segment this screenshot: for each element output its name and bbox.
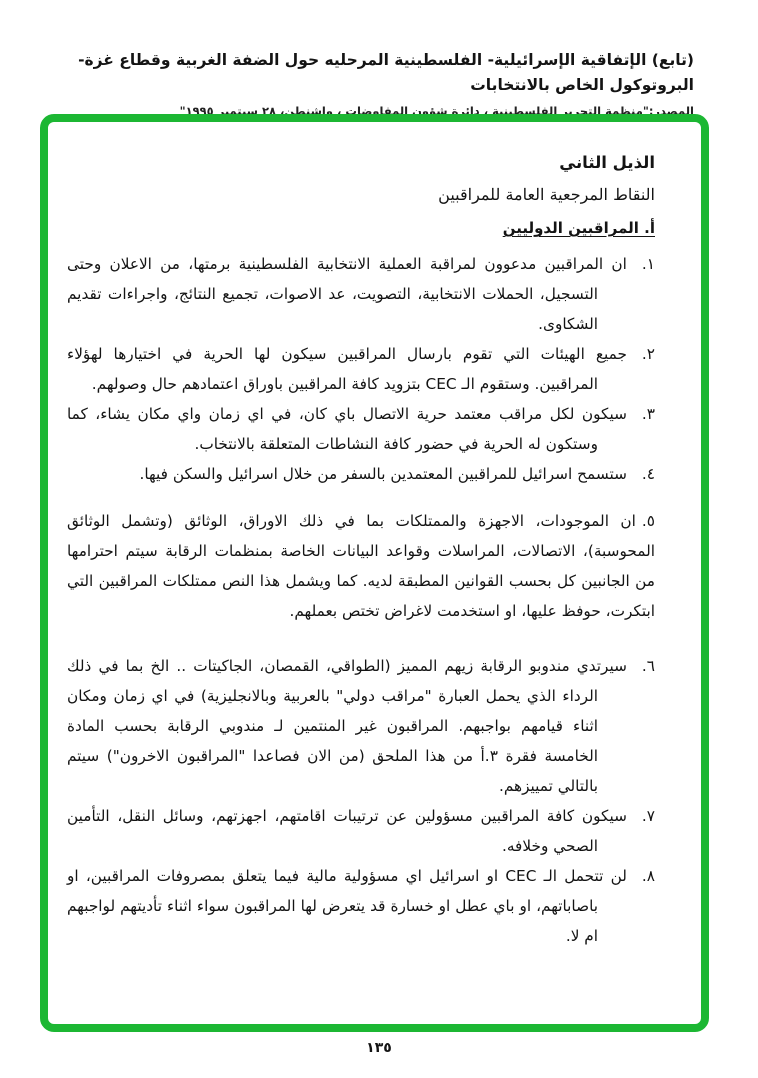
header-title: (تابع) الإتفاقية الإسرائيلية- الفلسطينية المرحليه حول الضفة الغربية وقطاع غزة- البروتوكول الخاص بالانتخابات	[78, 51, 694, 94]
list-item	[67, 861, 655, 951]
item-number: ٢.	[641, 345, 655, 363]
numbered-list	[67, 249, 655, 951]
list-item	[67, 801, 655, 861]
item-number: ٧.	[641, 807, 655, 825]
item-text: سيكون كافة المراقبين مسؤولين عن ترتيبات اقامتهم، اجهزتهم، وسائل النقل، التأمين الصحي وخلافه.	[67, 807, 627, 855]
section-heading: أ. المراقبين الدوليين	[502, 219, 655, 237]
item-text: سيرتدي مندوبو الرقابة زيهم المميز (الطواقي، القمصان، الجاكيتات .. الخ بما في ذلك الرداء الذي يحمل العبارة "مراقب دولي" بالعربية وبالانجليزية) في اي زمان ومكان اثناء قيامهم بواجبهم. المراقبون غير المنتمين لـ مندوبي الرقابة بحسب المادة الخامسة فقرة ٣.أ من هذا الملحق (من الان فصاعدا "المراقبون الاخرون") سيتم بالتالي تمييزهم.	[67, 657, 627, 795]
appendix-title: الذيل الثاني	[559, 153, 655, 172]
item-number: ٤.	[641, 465, 655, 483]
page-number: ١٣٥	[366, 1040, 392, 1056]
list-item	[67, 651, 655, 801]
item-text: لن تتحمل الـ CEC او اسرائيل اي مسؤولية مالية فيما يتعلق بمصروفات المراقبين، او باصاباتهم، او باي عطل او خسارة قد يتعرض لها المراقبون سواء اثناء تأديتهم لواجبهم ام لا.	[67, 867, 627, 945]
document-body	[67, 148, 655, 951]
page-header	[0, 48, 758, 121]
item-text: ان المراقبين مدعوون لمراقبة العملية الانتخابية الفلسطينية برمتها، من الاعلان وحتى التسجيل، الحملات الانتخابية، التصويت، عد الاصوات، تجميع النتائج، واجراءات تقديم الشكاوى.	[67, 255, 627, 333]
list-item	[67, 249, 655, 339]
item-text: جميع الهيئات التي تقوم بارسال المراقبين سيكون لها الحرية في اختيارها لهؤلاء المراقبين. وستقوم الـ CEC بتزويد كافة المراقبين باوراق اعتمادهم حال وصولهم.	[67, 345, 627, 393]
list-item	[67, 506, 655, 626]
item-number: ٨.	[641, 867, 655, 885]
item-number: ٦.	[641, 657, 655, 675]
list-item	[67, 339, 655, 399]
item-number: ١.	[641, 255, 655, 273]
item-number: ٥.	[641, 512, 655, 530]
header-source-line: المصدر:"منظمة التحرير الفلسطينية ، دائرة شؤون المفاوضات ، واشنطن، ٢٨ سبتمبر ١٩٩٥"	[179, 104, 694, 118]
item-text: ستسمح اسرائيل للمراقبين المعتمدين بالسفر من خلال اسرائيل والسكن فيها.	[139, 465, 627, 483]
appendix-subtitle: النقاط المرجعية العامة للمراقبين	[438, 185, 655, 204]
list-item	[67, 399, 655, 459]
item-text: ان الموجودات، الاجهزة والممتلكات بما في ذلك الاوراق، الوثائق (وتشمل الوثائق المحوسبة)، الاتصالات، المراسلات وقواعد البيانات الخاصة بمنظمات الرقابة سيتم احترامها من الجانبين كل بحسب القوانين المطبقة لديه. كما ويشمل هذا النص ممتلكات المراقبين التي ابتكرت، حوفظ عليها، او استخدمت لاغراض تختص بعملهم.	[67, 512, 655, 620]
list-item	[67, 459, 655, 489]
item-number: ٣.	[641, 405, 655, 423]
item-text: سيكون لكل مراقب معتمد حرية الاتصال باي كان، في اي زمان واي مكان يشاء، كما وستكون له الحرية في حضور كافة النشاطات المتعلقة بالانتخاب.	[67, 405, 627, 453]
